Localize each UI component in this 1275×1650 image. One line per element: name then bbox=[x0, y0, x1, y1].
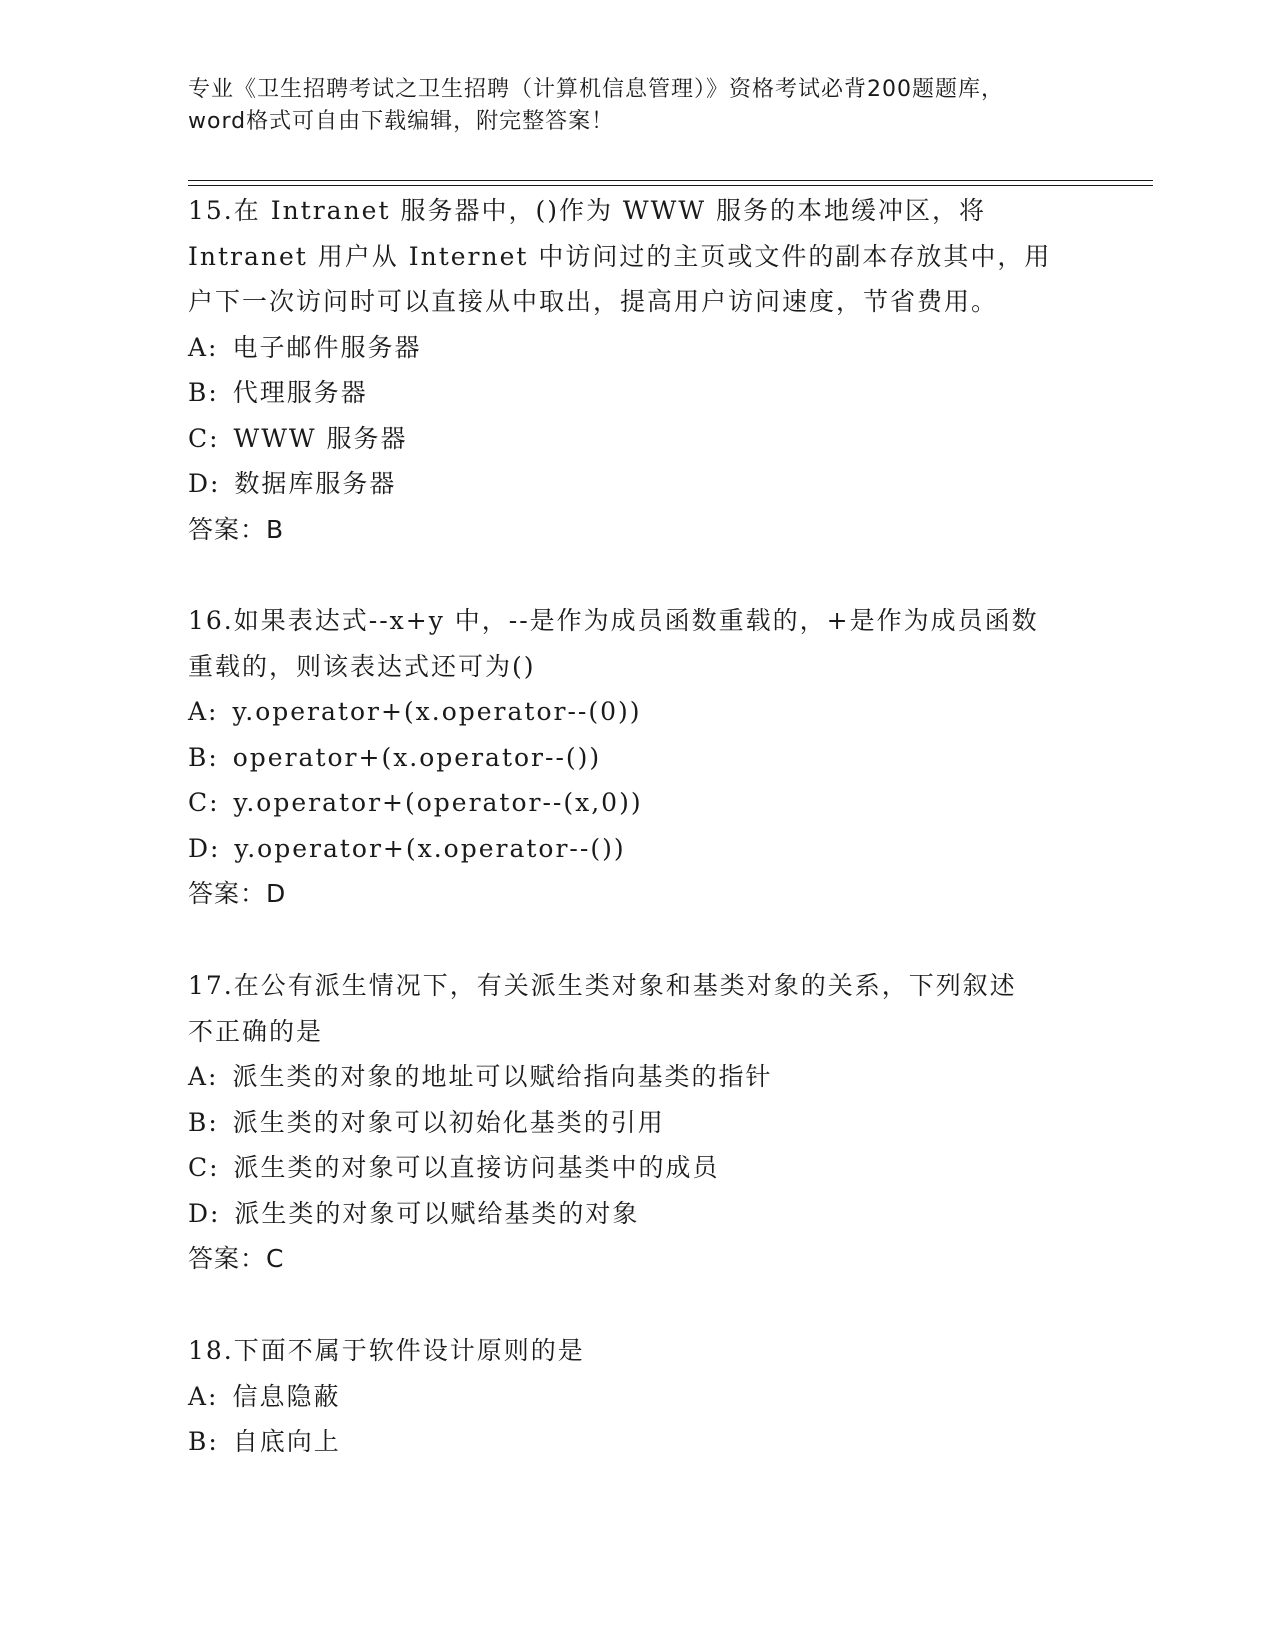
option-letter: C: bbox=[188, 1153, 220, 1182]
option-text: 电子邮件服务器 bbox=[232, 332, 422, 362]
option-letter: A: bbox=[188, 1381, 219, 1411]
question-text bbox=[188, 1328, 1088, 1374]
question-text bbox=[188, 598, 1088, 689]
option-letter: B: bbox=[188, 1427, 219, 1456]
header-rule-bottom bbox=[188, 185, 1153, 186]
answer-line: 答案：B bbox=[188, 514, 285, 544]
question-text-line: 16.如果表达式--x+y 中，--是作为成员函数重载的，+是作为成员函数 bbox=[188, 606, 1039, 635]
question-text-line: 重载的，则该表达式还可为() bbox=[188, 651, 536, 681]
option-text: 数据库服务器 bbox=[234, 469, 397, 498]
question-text-line: 不正确的是 bbox=[188, 1016, 324, 1046]
option-text: 派生类的对象可以直接访问基类中的成员 bbox=[233, 1153, 720, 1182]
option-letter: B: bbox=[188, 1107, 219, 1137]
question-text bbox=[188, 963, 1088, 1054]
option-a bbox=[188, 689, 1088, 735]
option-text: 派生类的对象可以初始化基类的引用 bbox=[232, 1107, 665, 1137]
question-text-line: 18.下面不属于软件设计原则的是 bbox=[188, 1336, 585, 1365]
option-b bbox=[188, 1100, 1088, 1146]
answer-line: 答案：D bbox=[188, 879, 287, 908]
option-text: WWW 服务器 bbox=[233, 423, 408, 453]
question-text-line: 15.在 Intranet 服务器中，()作为 WWW 服务的本地缓冲区，将 bbox=[188, 196, 986, 225]
option-letter: D: bbox=[188, 469, 221, 498]
option-c bbox=[188, 1145, 1088, 1191]
option-a bbox=[188, 1374, 1088, 1420]
question-text bbox=[188, 188, 1088, 325]
option-b bbox=[188, 1419, 1088, 1465]
option-text: y.operator+(x.operator--(0)) bbox=[232, 697, 642, 726]
option-text: y.operator+(operator--(x,0)) bbox=[233, 788, 643, 817]
option-d bbox=[188, 826, 1088, 872]
option-d bbox=[188, 1191, 1088, 1237]
option-c bbox=[188, 416, 1088, 462]
option-text: 派生类的对象的地址可以赋给指向基类的指针 bbox=[232, 1062, 773, 1091]
option-letter: C: bbox=[188, 788, 220, 817]
question-16 bbox=[188, 598, 1088, 917]
option-text: 信息隐蔽 bbox=[232, 1381, 341, 1411]
question-text-line: 17.在公有派生情况下，有关派生类对象和基类对象的关系，下列叙述 bbox=[188, 971, 1017, 1000]
option-text: 代理服务器 bbox=[232, 378, 368, 407]
option-a bbox=[188, 1054, 1088, 1100]
option-text: 自底向上 bbox=[232, 1427, 341, 1456]
header-line-1: 专业《卫生招聘考试之卫生招聘（计算机信息管理）》资格考试必背200题题库， bbox=[188, 77, 1004, 102]
option-text: 派生类的对象可以赋给基类的对象 bbox=[234, 1198, 640, 1228]
option-b bbox=[188, 370, 1088, 416]
question-text-line: Intranet 用户从 Internet 中访问过的主页或文件的副本存放其中，用 bbox=[188, 241, 1052, 271]
option-letter: D: bbox=[188, 833, 221, 863]
header-rule-top bbox=[188, 180, 1153, 181]
document-header bbox=[188, 74, 1088, 138]
option-d bbox=[188, 461, 1088, 507]
question-18 bbox=[188, 1328, 1088, 1465]
option-letter: A: bbox=[188, 332, 219, 362]
answer-line: 答案：C bbox=[188, 1244, 285, 1273]
question-15 bbox=[188, 188, 1088, 552]
option-letter: A: bbox=[188, 697, 219, 726]
option-letter: C: bbox=[188, 423, 220, 453]
option-letter: A: bbox=[188, 1062, 219, 1091]
question-17 bbox=[188, 963, 1088, 1282]
option-a bbox=[188, 325, 1088, 371]
option-text: y.operator+(x.operator--()) bbox=[234, 833, 626, 863]
option-b bbox=[188, 735, 1088, 781]
header-line-2: word格式可自由下载编辑，附完整答案！ bbox=[188, 109, 615, 134]
option-c bbox=[188, 780, 1088, 826]
option-letter: B: bbox=[188, 742, 219, 772]
option-text: operator+(x.operator--()) bbox=[232, 742, 602, 772]
option-letter: D: bbox=[188, 1198, 221, 1228]
question-text-line: 户下一次访问时可以直接从中取出，提高用户访问速度，节省费用。 bbox=[188, 287, 999, 316]
option-letter: B: bbox=[188, 378, 219, 407]
